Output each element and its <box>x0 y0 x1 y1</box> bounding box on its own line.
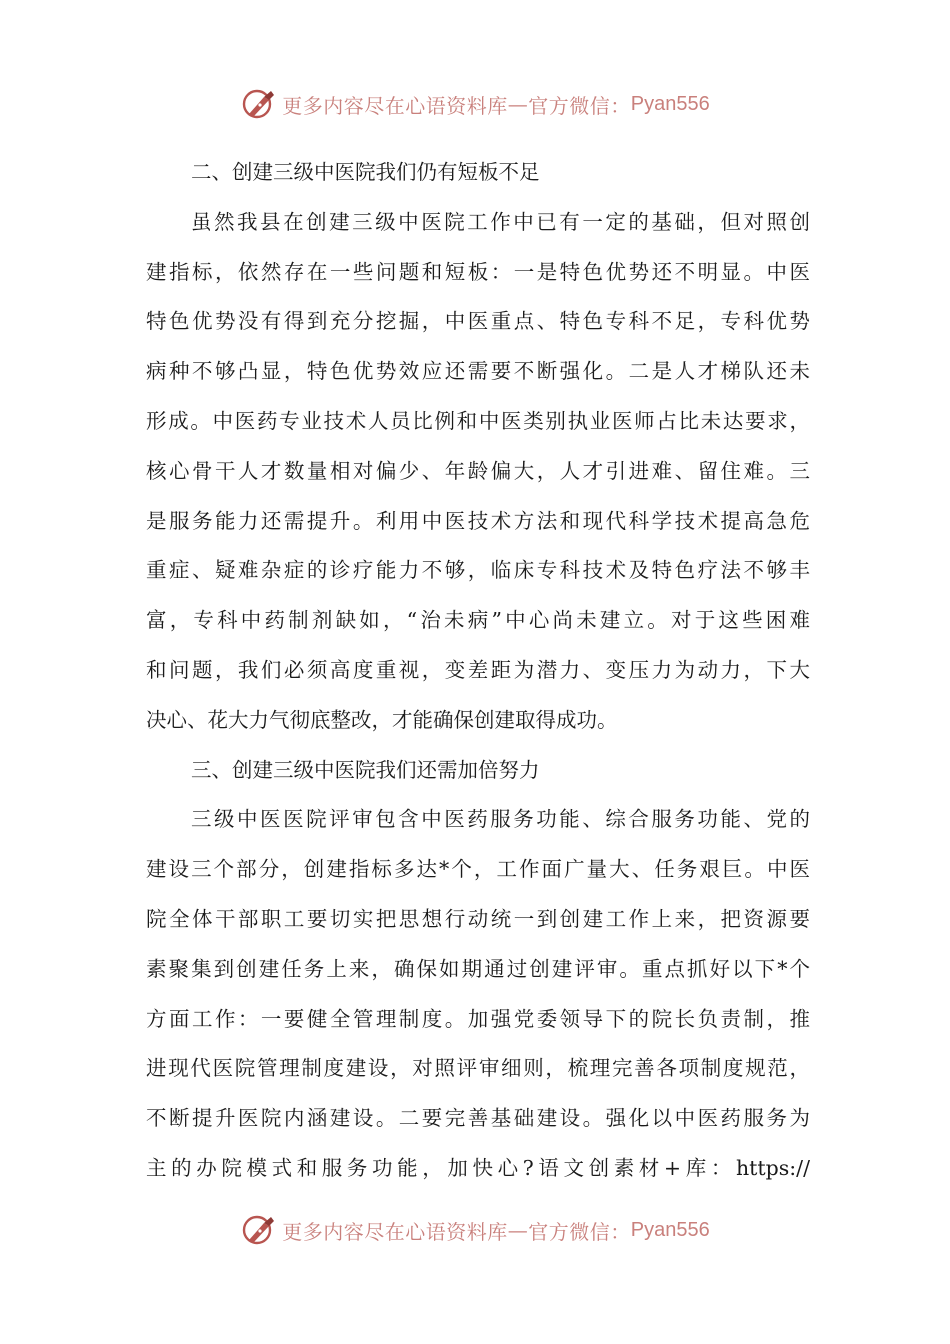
paragraph-line: 是服务能力还需提升。利用中医技术方法和现代科学技术提高急危 <box>146 508 810 533</box>
paragraph-line: 建指标，依然存在一些问题和短板：一是特色优势还不明显。中医 <box>146 259 810 284</box>
watermark-banner-top <box>0 84 950 124</box>
pen-nib-logo-icon <box>240 87 278 121</box>
paragraph-line: 不断提升医院内涵建设。二要完善基础建设。强化以中医药服务为 <box>146 1106 810 1131</box>
watermark-site-text: 更多内容尽在心语资料库 <box>282 1219 508 1244</box>
watermark-wechat-label: 官方微信： <box>528 1219 631 1244</box>
watermark-dash: — <box>507 92 529 116</box>
paragraph-line: 重症、疑难杂症的诊疗能力不够，临床专科技术及特色疗法不够丰 <box>146 558 810 583</box>
paragraph-line: 素聚集到创建任务上来，确保如期通过创建评审。重点抓好以下*个 <box>146 956 810 981</box>
paragraph-line: 富，专科中药制剂缺如，“治未病”中心尚未建立。对于这些困难 <box>146 608 810 633</box>
watermark-wechat-id: Pyan556 <box>630 1218 710 1241</box>
section-heading-three: 三、创建三级中医院我们还需加倍努力 <box>191 757 540 782</box>
watermark-wechat-id: Pyan556 <box>630 92 710 115</box>
paragraph-line: 和问题，我们必须高度重视，变差距为潜力、变压力为动力，下大 <box>146 657 810 682</box>
paragraph-line: 决心、花大力气彻底整改，才能确保创建取得成功。 <box>146 707 618 732</box>
section-heading-two: 二、创建三级中医院我们仍有短板不足 <box>191 160 540 184</box>
paragraph-line: 特色优势没有得到充分挖掘，中医重点、特色专科不足，专科优势 <box>146 309 810 334</box>
pen-nib-logo-icon <box>240 1213 278 1247</box>
paragraph-line: 建设三个部分，创建指标多达*个，工作面广量大、任务艰巨。中医 <box>146 857 810 882</box>
paragraph-line: 主的办院模式和服务功能，加快心?语文创素材+库：https:// <box>146 1155 810 1180</box>
paragraph-line: 虽然我县在创建三级中医院工作中已有一定的基础，但对照创 <box>191 209 810 234</box>
paragraph-line: 核心骨干人才数量相对偏少、年龄偏大，人才引进难、留住难。三 <box>146 458 810 483</box>
paragraph-line: 三级中医医院评审包含中医药服务功能、综合服务功能、党的 <box>191 807 810 832</box>
paragraph-line: 院全体干部职工要切实把思想行动统一到创建工作上来，把资源要 <box>146 906 810 931</box>
paragraph-line: 病种不够凸显，特色优势效应还需要不断强化。二是人才梯队还未 <box>146 359 810 384</box>
watermark-site-text: 更多内容尽在心语资料库 <box>282 93 508 118</box>
paragraph-line: 形成。中医药专业技术人员比例和中医类别执业医师占比未达要求， <box>146 408 810 433</box>
document-body <box>146 148 810 1194</box>
watermark-banner-bottom <box>0 1210 950 1250</box>
watermark-wechat-label: 官方微信： <box>528 93 631 118</box>
paragraph-line: 方面工作：一要健全管理制度。加强党委领导下的院长负责制，推 <box>146 1006 810 1031</box>
watermark-dash: — <box>507 1218 529 1242</box>
paragraph-line: 进现代医院管理制度建设，对照评审细则，梳理完善各项制度规范， <box>146 1056 810 1081</box>
